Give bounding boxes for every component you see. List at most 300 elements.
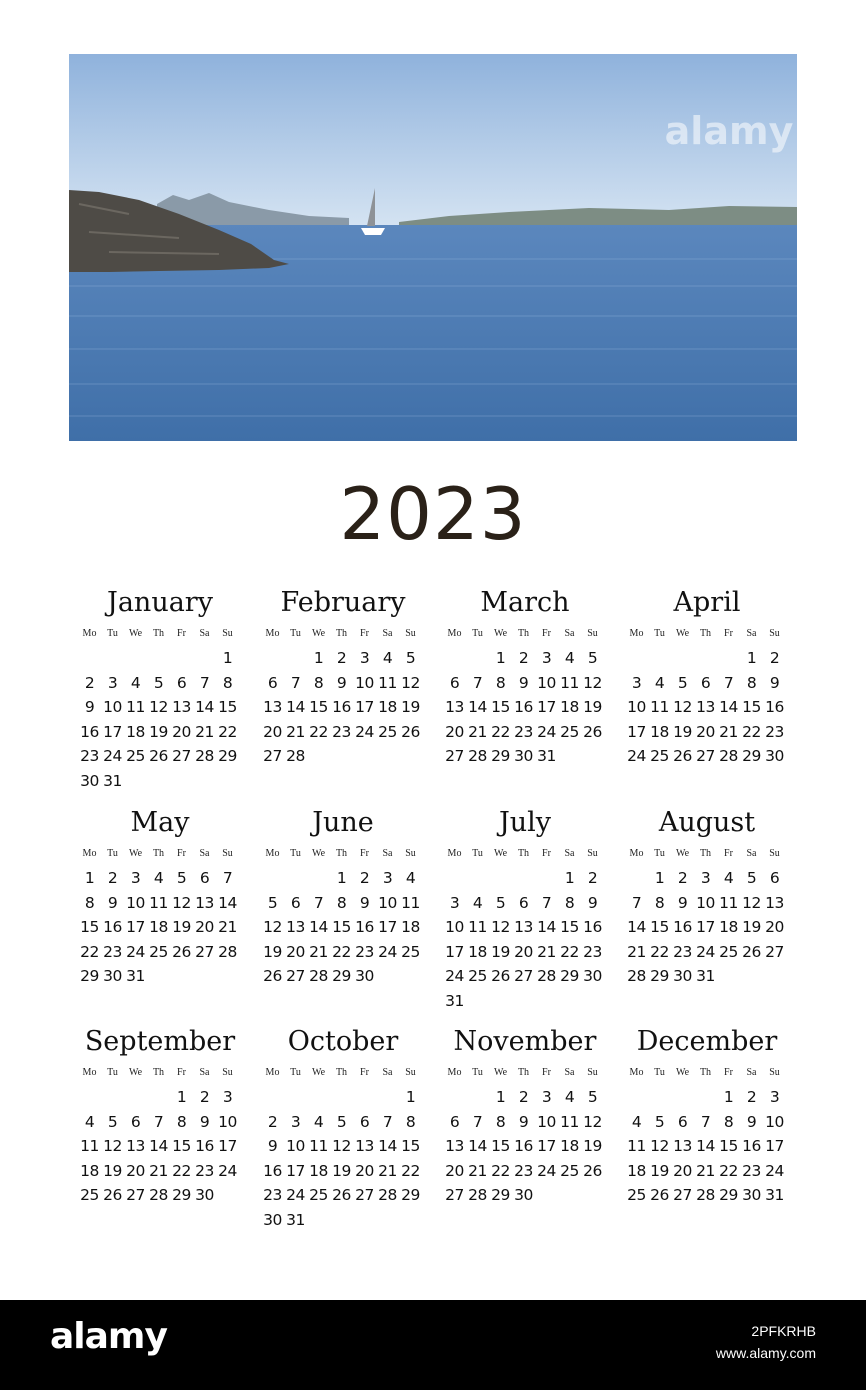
day-number: 23	[514, 1161, 533, 1180]
day-number: 1	[336, 869, 347, 887]
weekday-label: Su	[405, 1067, 416, 1078]
weekday-label: We	[128, 848, 143, 859]
day-number: 9	[587, 893, 598, 912]
weekday-label: Mo	[82, 848, 97, 859]
day-number: 8	[723, 1112, 734, 1131]
day-number: 10	[126, 893, 145, 912]
day-grid	[261, 1085, 425, 1232]
day-number: 2	[677, 869, 688, 887]
day-number: 26	[742, 942, 761, 961]
day-number: 20	[286, 942, 305, 961]
month-september	[78, 1024, 242, 1208]
day-number: 23	[355, 942, 374, 961]
week-row	[261, 891, 425, 916]
week-row	[261, 915, 425, 940]
day-number: 11	[378, 673, 397, 692]
day-number: 19	[263, 942, 282, 961]
day-number: 13	[195, 893, 214, 912]
week-row	[261, 695, 425, 720]
day-number: 14	[696, 1137, 715, 1155]
weekday-label: Sa	[382, 1067, 393, 1078]
day-number: 30	[514, 747, 533, 765]
day-number: 13	[263, 698, 282, 716]
day-number: 10	[218, 1112, 237, 1131]
day-number: 15	[80, 918, 99, 936]
weekday-label: Fr	[177, 1067, 186, 1078]
day-number: 21	[309, 942, 328, 961]
day-number: 23	[742, 1161, 761, 1180]
day-number: 28	[468, 747, 487, 765]
day-number: 19	[149, 722, 168, 741]
weekday-label: Mo	[82, 628, 97, 639]
empty-day	[625, 1085, 648, 1110]
day-number: 16	[195, 1137, 214, 1155]
week-row	[625, 866, 789, 891]
weekday-label: Mo	[447, 1067, 462, 1078]
day-number: 25	[378, 722, 397, 741]
day-number: 23	[80, 747, 99, 765]
day-number: 30	[742, 1186, 761, 1204]
empty-day	[284, 646, 307, 671]
day-number: 22	[309, 722, 328, 741]
day-number: 9	[518, 1112, 529, 1131]
day-number: 28	[286, 747, 305, 765]
day-grid	[78, 866, 242, 989]
day-number: 2	[199, 1088, 210, 1106]
week-row	[443, 671, 607, 696]
day-grid	[443, 646, 607, 769]
day-number: 9	[84, 698, 95, 716]
day-number: 5	[336, 1112, 347, 1131]
day-number: 22	[491, 1161, 510, 1180]
day-number: 20	[696, 722, 715, 741]
day-number: 17	[286, 1161, 305, 1180]
day-number: 14	[537, 918, 556, 936]
weekday-label: We	[128, 1067, 143, 1078]
month-name: March	[480, 587, 570, 618]
day-number: 28	[696, 1186, 715, 1204]
weekday-label: Fr	[542, 848, 551, 859]
empty-day	[261, 646, 284, 671]
weekday-label: Th	[699, 628, 712, 639]
month-name: June	[312, 807, 374, 838]
day-grid	[261, 646, 425, 769]
day-number: 11	[149, 893, 168, 912]
day-number: 28	[627, 967, 646, 985]
day-number: 7	[313, 893, 324, 912]
day-number: 4	[723, 869, 734, 887]
month-august	[625, 805, 789, 989]
week-row	[625, 1134, 789, 1159]
day-number: 27	[445, 747, 464, 765]
day-number: 6	[267, 673, 278, 692]
weekday-label: We	[311, 848, 326, 859]
day-number: 22	[401, 1161, 420, 1180]
weekday-label: Fr	[724, 1067, 733, 1078]
month-february	[261, 585, 425, 769]
day-number: 9	[267, 1137, 278, 1155]
day-number: 1	[564, 869, 575, 887]
day-number: 21	[378, 1161, 397, 1180]
day-number: 16	[103, 918, 122, 936]
day-number: 19	[401, 698, 420, 716]
day-number: 2	[107, 869, 118, 887]
week-row	[78, 1159, 242, 1184]
day-number: 2	[84, 673, 95, 692]
day-number: 1	[495, 1088, 506, 1106]
weekday-label: Th	[517, 1067, 530, 1078]
day-number: 8	[746, 673, 757, 692]
day-number: 12	[103, 1137, 122, 1155]
empty-day	[648, 646, 671, 671]
weekday-label: Su	[769, 628, 780, 639]
day-number: 8	[222, 673, 233, 692]
empty-day	[512, 866, 535, 891]
day-number: 23	[103, 942, 122, 961]
day-number: 4	[631, 1112, 642, 1131]
week-row	[625, 964, 789, 989]
day-number: 16	[673, 918, 692, 936]
day-grid	[261, 866, 425, 989]
day-number: 30	[80, 771, 99, 790]
day-number: 8	[84, 893, 95, 912]
day-number: 24	[765, 1161, 784, 1180]
day-number: 23	[583, 942, 602, 961]
weekday-label: Tu	[290, 628, 301, 639]
day-number: 3	[107, 673, 118, 692]
day-number: 10	[537, 673, 556, 692]
weekday-label: Su	[405, 628, 416, 639]
day-number: 5	[495, 893, 506, 912]
weekday-label: Th	[335, 1067, 348, 1078]
day-number: 10	[765, 1112, 784, 1131]
day-number: 27	[514, 967, 533, 985]
day-number: 25	[627, 1186, 646, 1204]
week-row	[261, 671, 425, 696]
day-number: 12	[332, 1137, 351, 1155]
day-number: 3	[382, 869, 393, 887]
month-july	[443, 805, 607, 1013]
day-number: 5	[587, 1088, 598, 1106]
day-number: 12	[172, 893, 191, 912]
day-number: 19	[491, 942, 510, 961]
day-number: 7	[153, 1112, 164, 1131]
week-row	[78, 1183, 242, 1208]
day-number: 10	[286, 1137, 305, 1155]
day-number: 23	[673, 942, 692, 961]
day-number: 1	[176, 1088, 187, 1106]
day-number: 18	[378, 698, 397, 716]
weekday-header	[625, 844, 789, 864]
day-number: 14	[195, 698, 214, 716]
weekday-header	[443, 1063, 607, 1083]
day-number: 5	[176, 869, 187, 887]
day-number: 28	[719, 747, 738, 765]
day-number: 18	[650, 722, 669, 741]
empty-day	[466, 1085, 489, 1110]
day-number: 14	[627, 918, 646, 936]
month-name: February	[280, 587, 406, 618]
day-number: 14	[309, 918, 328, 936]
day-number: 26	[401, 722, 420, 741]
day-number: 21	[218, 918, 237, 936]
day-number: 23	[765, 722, 784, 741]
day-number: 4	[472, 893, 483, 912]
day-number: 29	[742, 747, 761, 765]
empty-day	[147, 646, 170, 671]
day-number: 1	[746, 649, 757, 667]
day-number: 17	[126, 918, 145, 936]
weekday-label: We	[493, 848, 508, 859]
day-number: 16	[742, 1137, 761, 1155]
week-row	[78, 671, 242, 696]
day-number: 22	[332, 942, 351, 961]
day-number: 9	[359, 893, 370, 912]
day-number: 11	[468, 918, 487, 936]
day-number: 6	[700, 673, 711, 692]
day-number: 24	[537, 1161, 556, 1180]
empty-day	[101, 1085, 124, 1110]
day-number: 5	[153, 673, 164, 692]
day-number: 5	[746, 869, 757, 887]
weekday-label: Mo	[629, 628, 644, 639]
day-number: 20	[126, 1161, 145, 1180]
day-number: 8	[176, 1112, 187, 1131]
day-number: 22	[650, 942, 669, 961]
day-number: 23	[514, 722, 533, 741]
week-row	[261, 866, 425, 891]
day-grid	[443, 866, 607, 1013]
week-row	[78, 1085, 242, 1110]
empty-day	[284, 866, 307, 891]
day-number: 13	[673, 1137, 692, 1155]
day-number: 26	[263, 967, 282, 985]
day-number: 28	[537, 967, 556, 985]
day-number: 16	[355, 918, 374, 936]
weekday-label: Mo	[629, 848, 644, 859]
day-number: 18	[560, 698, 579, 716]
day-number: 21	[195, 722, 214, 741]
day-number: 17	[103, 722, 122, 741]
day-number: 30	[514, 1186, 533, 1204]
day-number: 20	[673, 1161, 692, 1180]
weekday-label: We	[493, 628, 508, 639]
day-number: 19	[172, 918, 191, 936]
day-number: 26	[149, 747, 168, 765]
day-number: 3	[359, 649, 370, 667]
day-number: 24	[218, 1161, 237, 1180]
day-number: 30	[355, 967, 374, 985]
day-number: 27	[286, 967, 305, 985]
day-number: 6	[176, 673, 187, 692]
weekday-label: Fr	[724, 628, 733, 639]
day-number: 26	[103, 1186, 122, 1204]
day-number: 17	[445, 942, 464, 961]
day-number: 29	[218, 747, 237, 765]
week-row	[78, 1134, 242, 1159]
day-number: 23	[332, 722, 351, 741]
month-name: July	[498, 807, 552, 838]
day-number: 21	[468, 722, 487, 741]
day-number: 23	[195, 1161, 214, 1180]
day-number: 17	[537, 1137, 556, 1155]
day-number: 28	[149, 1186, 168, 1204]
day-number: 28	[378, 1186, 397, 1204]
week-row	[78, 769, 242, 794]
empty-day	[535, 866, 558, 891]
day-number: 19	[650, 1161, 669, 1180]
week-row	[625, 940, 789, 965]
day-number: 16	[583, 918, 602, 936]
weekday-label: Fr	[360, 1067, 369, 1078]
day-number: 29	[719, 1186, 738, 1204]
day-number: 25	[468, 967, 487, 985]
site-url: www.alamy.com	[715, 1345, 816, 1361]
empty-day	[671, 1085, 694, 1110]
day-number: 19	[583, 698, 602, 716]
weekday-label: Sa	[746, 848, 757, 859]
seascape-photo	[69, 54, 797, 441]
day-number: 6	[199, 869, 210, 887]
day-number: 19	[583, 1137, 602, 1155]
week-row	[78, 866, 242, 891]
day-grid	[443, 1085, 607, 1208]
day-number: 4	[654, 673, 665, 692]
empty-day	[717, 646, 740, 671]
week-row	[625, 891, 789, 916]
day-number: 31	[537, 747, 556, 765]
day-number: 2	[267, 1112, 278, 1131]
day-number: 1	[495, 649, 506, 667]
week-row	[261, 720, 425, 745]
week-row	[78, 720, 242, 745]
day-number: 2	[359, 869, 370, 887]
weekday-label: Fr	[177, 628, 186, 639]
day-number: 7	[199, 673, 210, 692]
day-number: 7	[723, 673, 734, 692]
day-number: 16	[765, 698, 784, 716]
month-may	[78, 805, 242, 989]
day-number: 17	[355, 698, 374, 716]
day-number: 15	[560, 918, 579, 936]
day-number: 27	[126, 1186, 145, 1204]
weekday-label: Tu	[290, 1067, 301, 1078]
day-number: 3	[130, 869, 141, 887]
day-number: 31	[765, 1186, 784, 1204]
day-number: 30	[263, 1210, 282, 1229]
day-number: 19	[332, 1161, 351, 1180]
day-number: 20	[195, 918, 214, 936]
weekday-header	[78, 624, 242, 644]
empty-day	[466, 866, 489, 891]
day-number: 6	[130, 1112, 141, 1131]
day-number: 22	[719, 1161, 738, 1180]
empty-day	[78, 646, 101, 671]
day-number: 22	[560, 942, 579, 961]
day-number: 24	[103, 747, 122, 765]
day-number: 25	[126, 747, 145, 765]
weekday-label: Th	[699, 1067, 712, 1078]
weekday-label: We	[128, 628, 143, 639]
day-number: 12	[583, 1112, 602, 1131]
weekday-label: Sa	[199, 628, 210, 639]
day-number: 14	[468, 698, 487, 716]
day-number: 15	[491, 698, 510, 716]
week-row	[625, 720, 789, 745]
day-number: 7	[222, 869, 233, 887]
day-number: 10	[537, 1112, 556, 1131]
week-row	[78, 964, 242, 989]
week-row	[261, 1208, 425, 1233]
day-number: 26	[650, 1186, 669, 1204]
month-name: September	[84, 1026, 236, 1057]
empty-day	[101, 646, 124, 671]
day-number: 25	[719, 942, 738, 961]
weekday-label: We	[675, 1067, 690, 1078]
weekday-label: Sa	[746, 1067, 757, 1078]
day-number: 22	[80, 942, 99, 961]
weekday-label: Tu	[107, 628, 118, 639]
day-number: 25	[80, 1186, 99, 1204]
day-number: 11	[309, 1137, 328, 1155]
day-number: 20	[445, 722, 464, 741]
day-number: 13	[126, 1137, 145, 1155]
day-number: 29	[491, 747, 510, 765]
day-number: 29	[560, 967, 579, 985]
day-number: 29	[172, 1186, 191, 1204]
day-number: 16	[263, 1161, 282, 1180]
weekday-label: Su	[769, 1067, 780, 1078]
day-number: 10	[103, 698, 122, 716]
watermark-banner	[0, 1300, 866, 1390]
day-number: 21	[627, 942, 646, 961]
day-number: 13	[172, 698, 191, 716]
day-number: 27	[263, 747, 282, 765]
weekday-label: We	[311, 1067, 326, 1078]
day-number: 1	[654, 869, 665, 887]
week-row	[261, 1085, 425, 1110]
day-number: 25	[560, 722, 579, 741]
day-number: 11	[627, 1137, 646, 1155]
weekday-label: Mo	[447, 628, 462, 639]
month-january	[78, 585, 242, 793]
day-number: 15	[650, 918, 669, 936]
month-march	[443, 585, 607, 769]
day-number: 31	[286, 1210, 305, 1229]
day-number: 14	[218, 893, 237, 912]
empty-day	[78, 1085, 101, 1110]
day-number: 7	[631, 893, 642, 912]
week-row	[78, 891, 242, 916]
day-number: 26	[583, 1161, 602, 1180]
month-name: January	[107, 587, 213, 618]
day-number: 6	[290, 893, 301, 912]
day-number: 4	[130, 673, 141, 692]
day-number: 5	[267, 893, 278, 912]
day-number: 21	[286, 722, 305, 741]
week-row	[443, 1110, 607, 1135]
day-number: 12	[491, 918, 510, 936]
week-row	[625, 1110, 789, 1135]
day-number: 27	[696, 747, 715, 765]
week-row	[443, 1159, 607, 1184]
day-number: 6	[449, 673, 460, 692]
week-row	[625, 646, 789, 671]
week-row	[443, 1183, 607, 1208]
empty-day	[170, 646, 193, 671]
week-row	[625, 915, 789, 940]
day-number: 24	[355, 722, 374, 741]
